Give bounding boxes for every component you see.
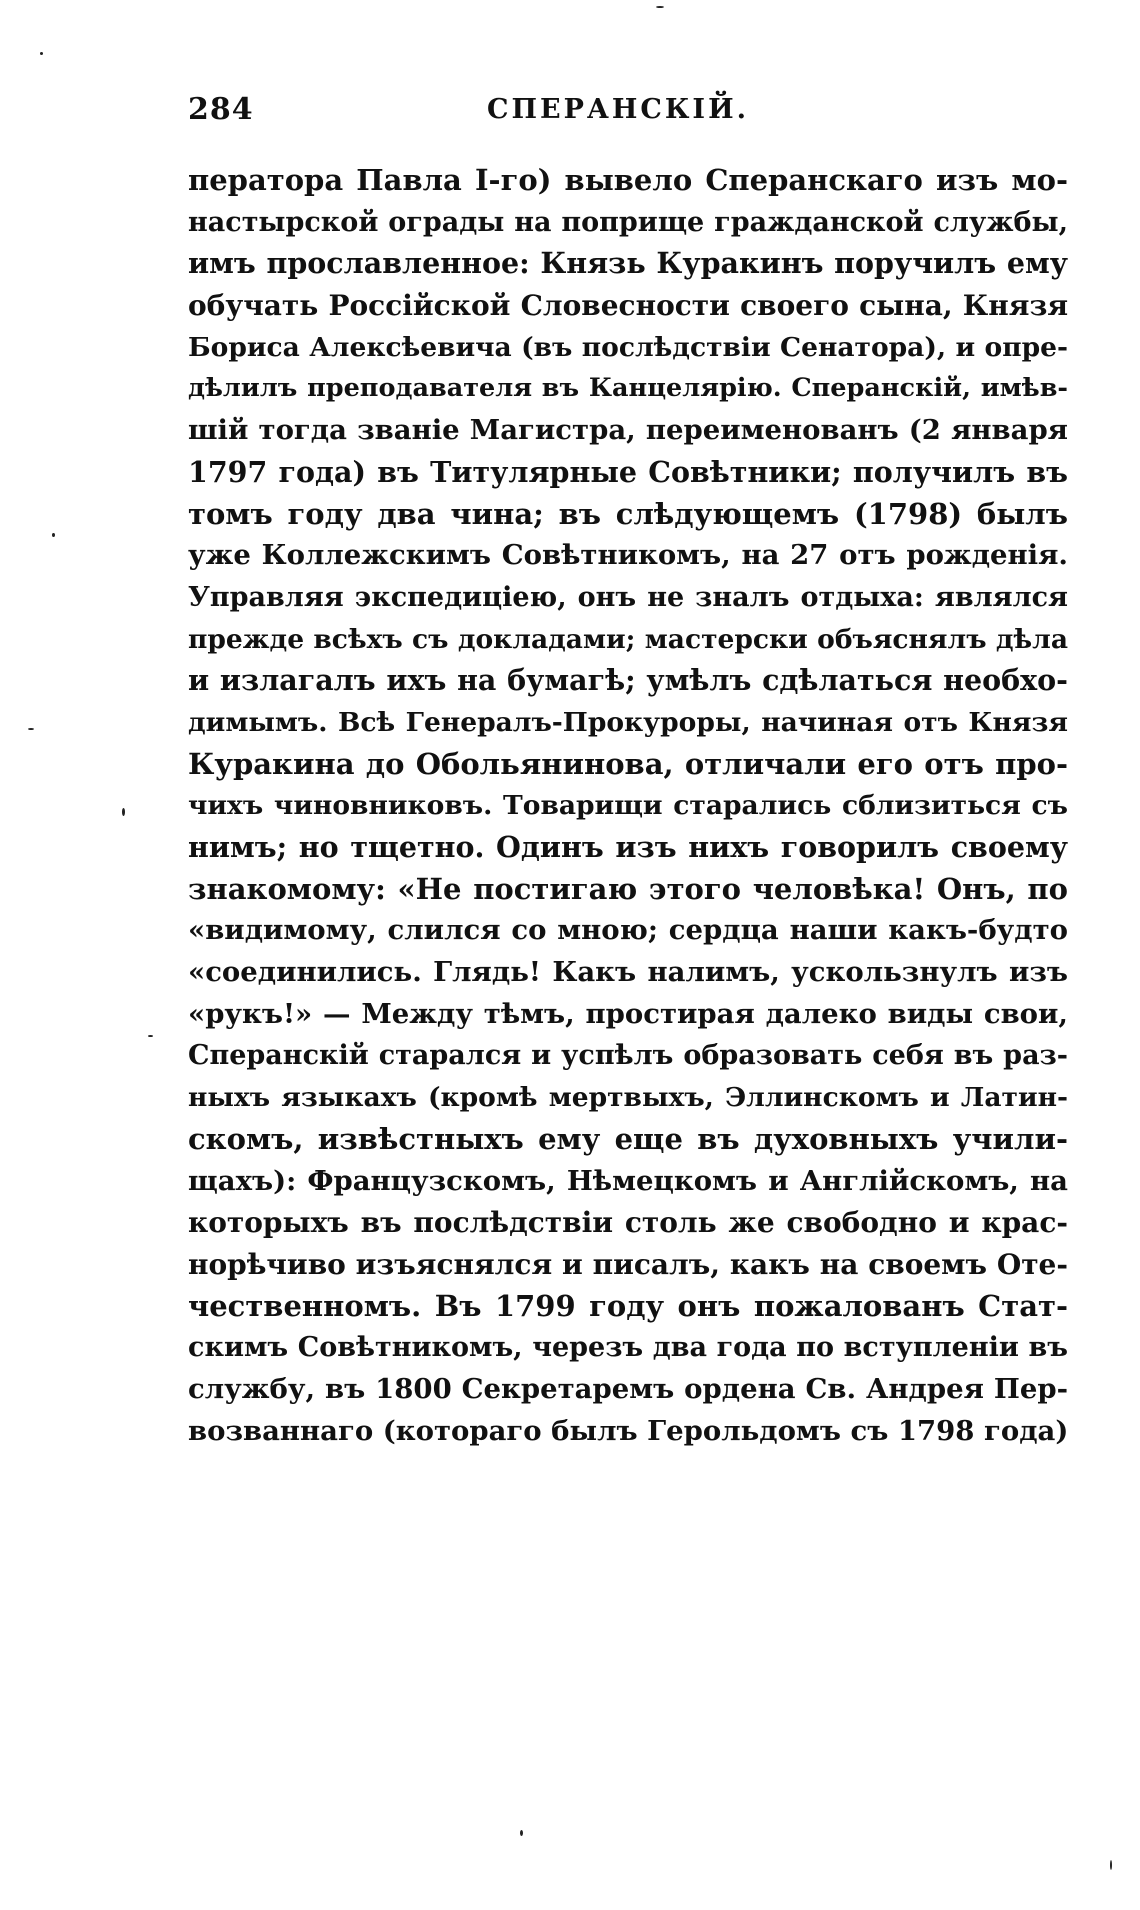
text-line: имъ прославленное: Князь Куракинъ поручилъ ему bbox=[188, 246, 1068, 281]
text-line: которыхъ въ послѣдствіи столь же свободно и крас- bbox=[188, 1206, 1068, 1240]
text-line: дѣлилъ преподавателя въ Канцелярію. Сперанскій, имѣв- bbox=[188, 373, 1068, 404]
scan-speck bbox=[40, 52, 43, 55]
text-line: Бориса Алексѣевича (въ послѣдствіи Сенатора), и опре- bbox=[188, 331, 1068, 363]
scan-speck bbox=[520, 1830, 523, 1836]
text-line: настырской ограды на поприще гражданской службы, bbox=[188, 206, 1068, 238]
running-title: СПЕРАНСКІЙ. bbox=[487, 94, 749, 125]
text-line: 1797 года) въ Титулярные Совѣтники; получилъ въ bbox=[188, 454, 1068, 489]
scan-speck bbox=[656, 6, 664, 8]
scan-speck bbox=[122, 808, 125, 816]
text-line: щахъ): Французскомъ, Нѣмецкомъ и Англійскомъ, на bbox=[188, 1164, 1068, 1197]
text-line: Управляя экспедиціею, онъ не зналъ отдыха: являлся bbox=[188, 581, 1068, 613]
scan-speck bbox=[148, 1035, 153, 1037]
scan-speck bbox=[28, 728, 34, 730]
text-line: скомъ, извѣстныхъ ему еще въ духовныхъ учили- bbox=[188, 1121, 1068, 1156]
text-line: уже Коллежскимъ Совѣтникомъ, на 27 отъ рожденія. bbox=[188, 539, 1068, 572]
text-line: скимъ Совѣтникомъ, черезъ два года по вступленіи въ bbox=[188, 1332, 1068, 1364]
text-line: димымъ. Всѣ Генералъ-Прокуроры, начиная отъ Князя bbox=[188, 706, 1068, 738]
text-line: «видимому, слился со мною; сердца наши какъ-будто bbox=[188, 914, 1068, 947]
text-line: и излагалъ ихъ на бумагѣ; умѣлъ сдѣлаться необхо- bbox=[188, 663, 1068, 698]
text-line: «рукъ!» — Между тѣмъ, простирая далеко виды свои, bbox=[188, 997, 1068, 1030]
text-line: томъ году два чина; въ слѣдующемъ (1798) былъ bbox=[188, 496, 1068, 531]
text-line: прежде всѣхъ съ докладами; мастерски объяснялъ дѣла bbox=[188, 623, 1068, 655]
text-line: шій тогда званіе Магистра, переименованъ (2 января bbox=[188, 414, 1068, 447]
text-line: чественномъ. Въ 1799 году онъ пожалованъ Стат- bbox=[188, 1288, 1068, 1323]
text-line: чихъ чиновниковъ. Товарищи старались сблизиться съ bbox=[188, 790, 1068, 822]
scan-speck bbox=[1110, 1860, 1112, 1870]
text-line: Сперанскій старался и успѣлъ образовать себя въ раз- bbox=[188, 1040, 1068, 1072]
text-line: ператора Павла І-го) вывело Сперанскаго изъ мо- bbox=[188, 163, 1068, 197]
text-line: Куракина до Обольянинова, отличали его отъ про- bbox=[188, 746, 1068, 781]
text-line: ныхъ языкахъ (кромѣ мертвыхъ, Эллинскомъ и Латин- bbox=[188, 1082, 1068, 1114]
scan-speck bbox=[52, 533, 55, 537]
text-line: «соединились. Глядь! Какъ налимъ, ускользнулъ изъ bbox=[188, 956, 1068, 989]
text-line: службу, въ 1800 Секретаремъ ордена Св. Андрея Пер- bbox=[188, 1372, 1068, 1405]
page-number: 284 bbox=[188, 92, 254, 127]
text-line: обучать Россійской Словесности своего сына, Князя bbox=[188, 289, 1068, 323]
text-line: знакомому: «Не постигаю этого человѣка! Онъ, по bbox=[188, 871, 1068, 906]
body-text bbox=[188, 160, 1068, 1452]
text-line: нимъ; но тщетно. Одинъ изъ нихъ говорилъ своему bbox=[188, 830, 1068, 864]
text-line: норѣчиво изъяснялся и писалъ, какъ на своемъ Оте- bbox=[188, 1247, 1068, 1281]
page-header bbox=[188, 92, 1048, 132]
text-line: возваннаго (котораго былъ Герольдомъ съ 1798 года) bbox=[188, 1414, 1068, 1447]
